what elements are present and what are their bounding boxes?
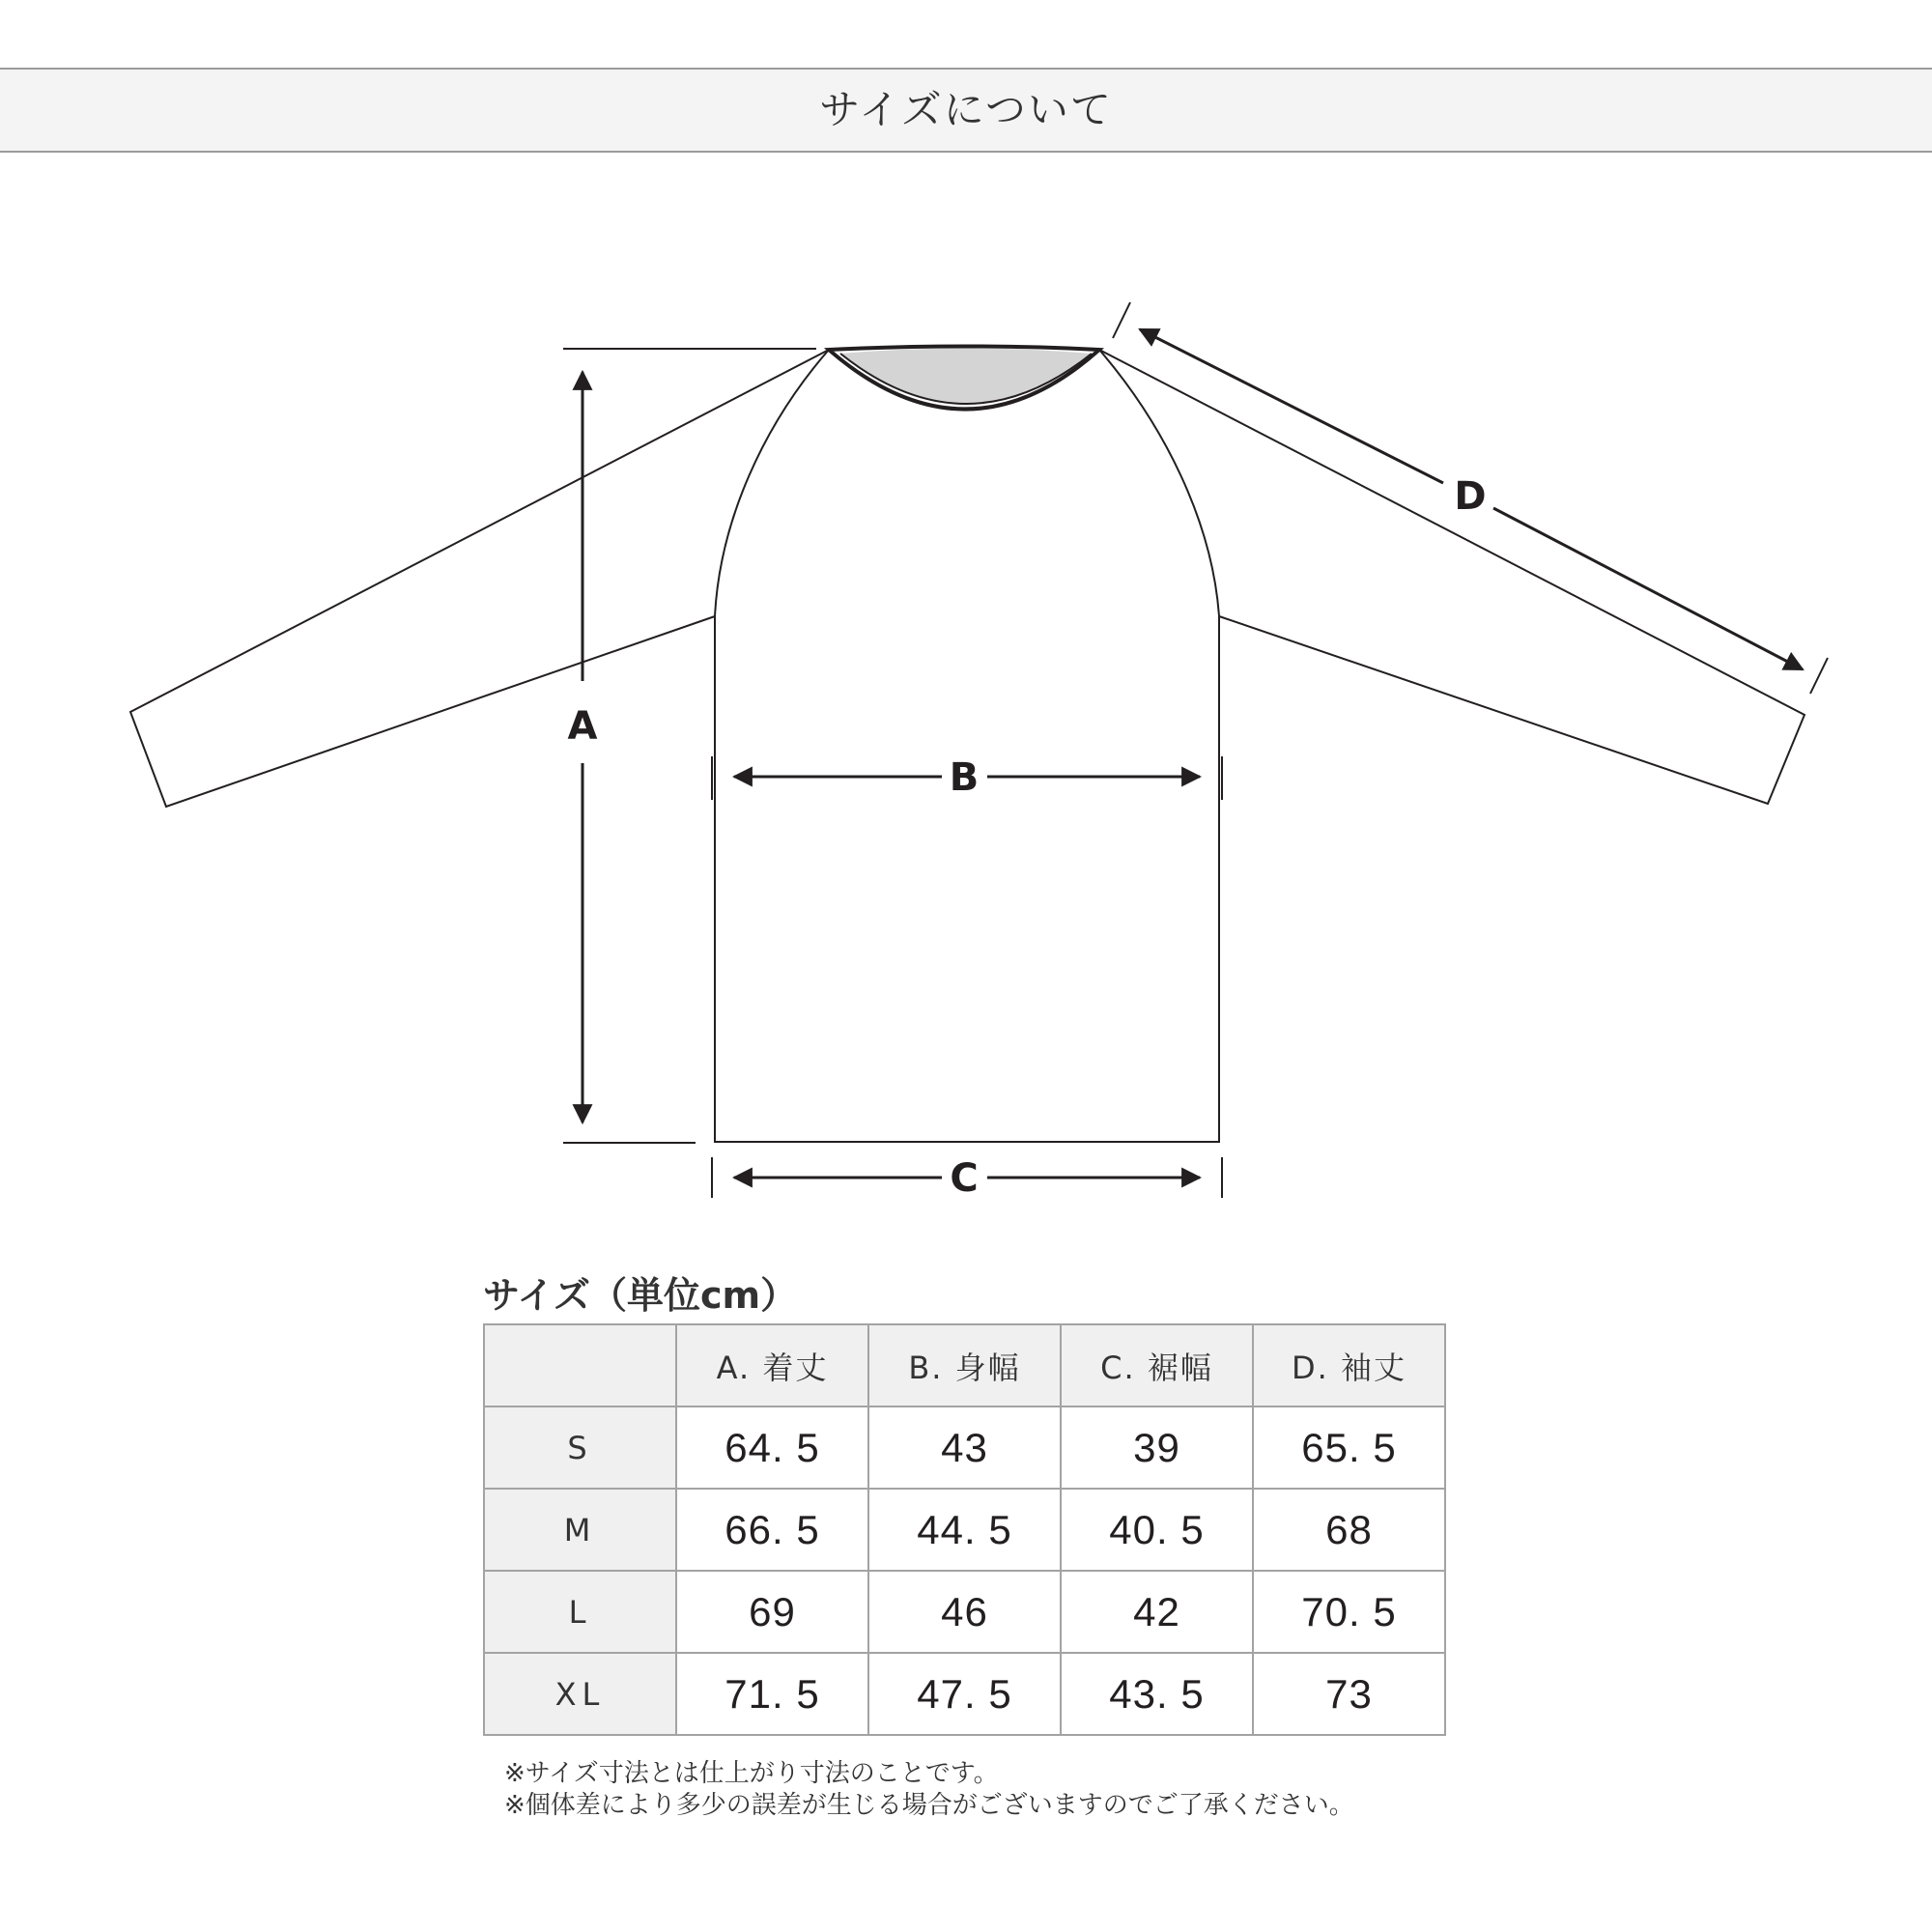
page-title: サイズについて [819,86,1113,133]
table-cell: 68 [1253,1489,1445,1571]
notes [504,1758,1354,1822]
table-header-row [484,1324,1445,1406]
size-table [483,1323,1446,1736]
right-raglan-seam [1099,350,1219,616]
table-cell: 44. 5 [868,1489,1061,1571]
column-header: D. 袖丈 [1253,1324,1445,1406]
column-header: C. 裾幅 [1061,1324,1253,1406]
size-name: M [484,1489,676,1571]
table-cell: 46 [868,1571,1061,1653]
shirt-diagram [0,290,1932,1217]
table-cell: 47. 5 [868,1653,1061,1735]
table-cell: 65. 5 [1253,1406,1445,1489]
body-outline [715,616,1219,1142]
table-cell: 70. 5 [1253,1571,1445,1653]
table-cell: 69 [676,1571,868,1653]
neck-inner [840,349,1092,405]
table-cell: 43 [868,1406,1061,1489]
size-name: S [484,1406,676,1489]
size-name: XL [484,1653,676,1735]
shirt-outline [130,350,1804,1142]
right-sleeve [1099,350,1804,804]
table-row [484,1653,1445,1735]
table-cell: 73 [1253,1653,1445,1735]
table-cell: 71. 5 [676,1653,868,1735]
table-cell: 43. 5 [1061,1653,1253,1735]
table-cell: 64. 5 [676,1406,868,1489]
title-banner [0,68,1932,153]
column-header [484,1324,676,1406]
table-row [484,1406,1445,1489]
table-row [484,1571,1445,1653]
dimension-d-label: D [1454,474,1487,519]
table-cell: 66. 5 [676,1489,868,1571]
table-cell: 40. 5 [1061,1489,1253,1571]
size-name: L [484,1571,676,1653]
dimension-b-label: B [949,755,980,800]
note-line: ※サイズ寸法とは仕上がり寸法のことです。 [504,1759,999,1788]
dimension-c-label: C [950,1156,979,1201]
left-raglan-seam [715,350,829,616]
table-cell: 39 [1061,1406,1253,1489]
table-cell: 42 [1061,1571,1253,1653]
column-header: A. 着丈 [676,1324,868,1406]
note-line: ※個体差により多少の誤差が生じる場合がございますのでご了承ください。 [504,1791,1354,1820]
left-sleeve [130,350,829,807]
table-row [484,1489,1445,1571]
dimension-a-label: A [567,704,598,749]
column-header: B. 身幅 [868,1324,1061,1406]
table-caption: サイズ（単位cm） [483,1274,798,1317]
